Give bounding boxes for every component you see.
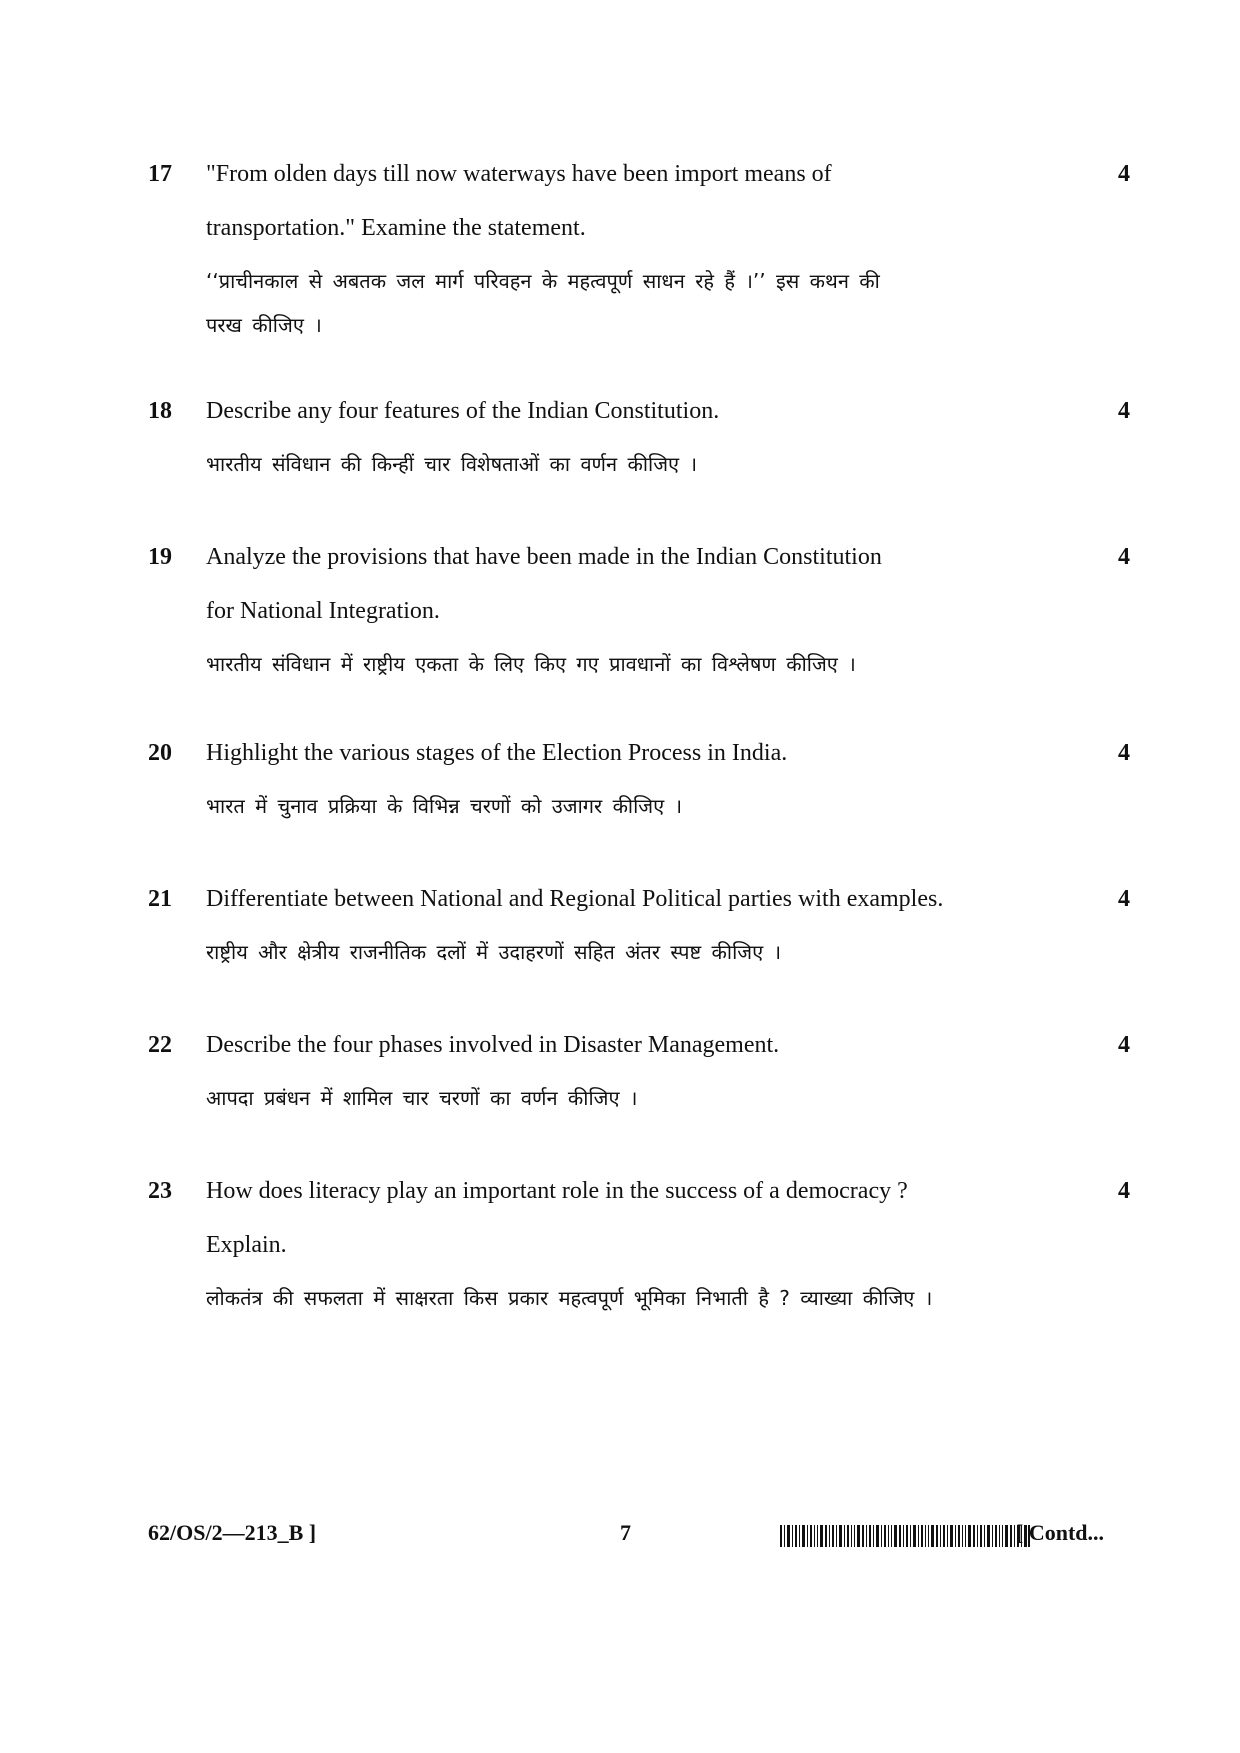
question-marks: 4	[1118, 886, 1130, 912]
question-text-english: Differentiate between National and Regional Political parties with examples.	[206, 886, 944, 912]
question-text-hindi: परख कीजिए ।	[206, 313, 322, 337]
question-number: 21	[148, 886, 172, 912]
paper-code: 62/OS/2—213_B ]	[148, 1520, 317, 1545]
question-marks: 4	[1118, 1178, 1130, 1204]
question-text-hindi: लोकतंत्र की सफलता में साक्षरता किस प्रकार महत्वपूर्ण भूमिका निभाती है ? व्याख्या कीजिए ।	[206, 1286, 933, 1310]
question-marks: 4	[1118, 1032, 1130, 1058]
page-number: 7	[620, 1520, 631, 1545]
question-text-english: Describe the four phases involved in Disaster Management.	[206, 1032, 780, 1058]
question-marks: 4	[1118, 398, 1130, 424]
question-text-english: Describe any four features of the Indian Constitution.	[206, 398, 720, 424]
question-text-hindi: आपदा प्रबंधन में शामिल चार चरणों का वर्णन कीजिए ।	[206, 1086, 638, 1110]
page-footer	[148, 1520, 1138, 1560]
question-text-english: for National Integration.	[206, 598, 440, 624]
question-text-hindi: भारत में चुनाव प्रक्रिया के विभिन्न चरणों को उजागर कीजिए ।	[206, 794, 683, 818]
question-number: 18	[148, 398, 172, 424]
question-text-hindi: भारतीय संविधान की किन्हीं चार विशेषताओं का वर्णन कीजिए ।	[206, 452, 698, 476]
question-number: 19	[148, 544, 172, 570]
question-text-english: "From olden days till now waterways have been import means of	[206, 161, 832, 187]
barcode-icon	[780, 1525, 1030, 1547]
question-text-hindi: ‘‘प्राचीनकाल से अबतक जल मार्ग परिवहन के महत्वपूर्ण साधन रहे हैं ।’’ इस कथन की	[206, 269, 880, 293]
question-text-english: transportation." Examine the statement.	[206, 215, 586, 241]
question-number: 20	[148, 740, 172, 766]
continued-label: [ Contd...	[1016, 1520, 1105, 1545]
question-marks: 4	[1118, 740, 1130, 766]
question-text-hindi: भारतीय संविधान में राष्ट्रीय एकता के लिए किए गए प्रावधानों का विश्लेषण कीजिए ।	[206, 652, 856, 676]
question-text-english: Explain.	[206, 1232, 287, 1258]
question-text-english: How does literacy play an important role in the success of a democracy ?	[206, 1178, 908, 1204]
question-text-hindi: राष्ट्रीय और क्षेत्रीय राजनीतिक दलों में उदाहरणों सहित अंतर स्पष्ट कीजिए ।	[206, 940, 782, 964]
question-marks: 4	[1118, 544, 1130, 570]
question-text-english: Analyze the provisions that have been made in the Indian Constitution	[206, 544, 882, 570]
question-number: 22	[148, 1032, 172, 1058]
question-text-english: Highlight the various stages of the Election Process in India.	[206, 740, 788, 766]
question-marks: 4	[1118, 161, 1130, 187]
question-number: 23	[148, 1178, 172, 1204]
question-number: 17	[148, 161, 172, 187]
